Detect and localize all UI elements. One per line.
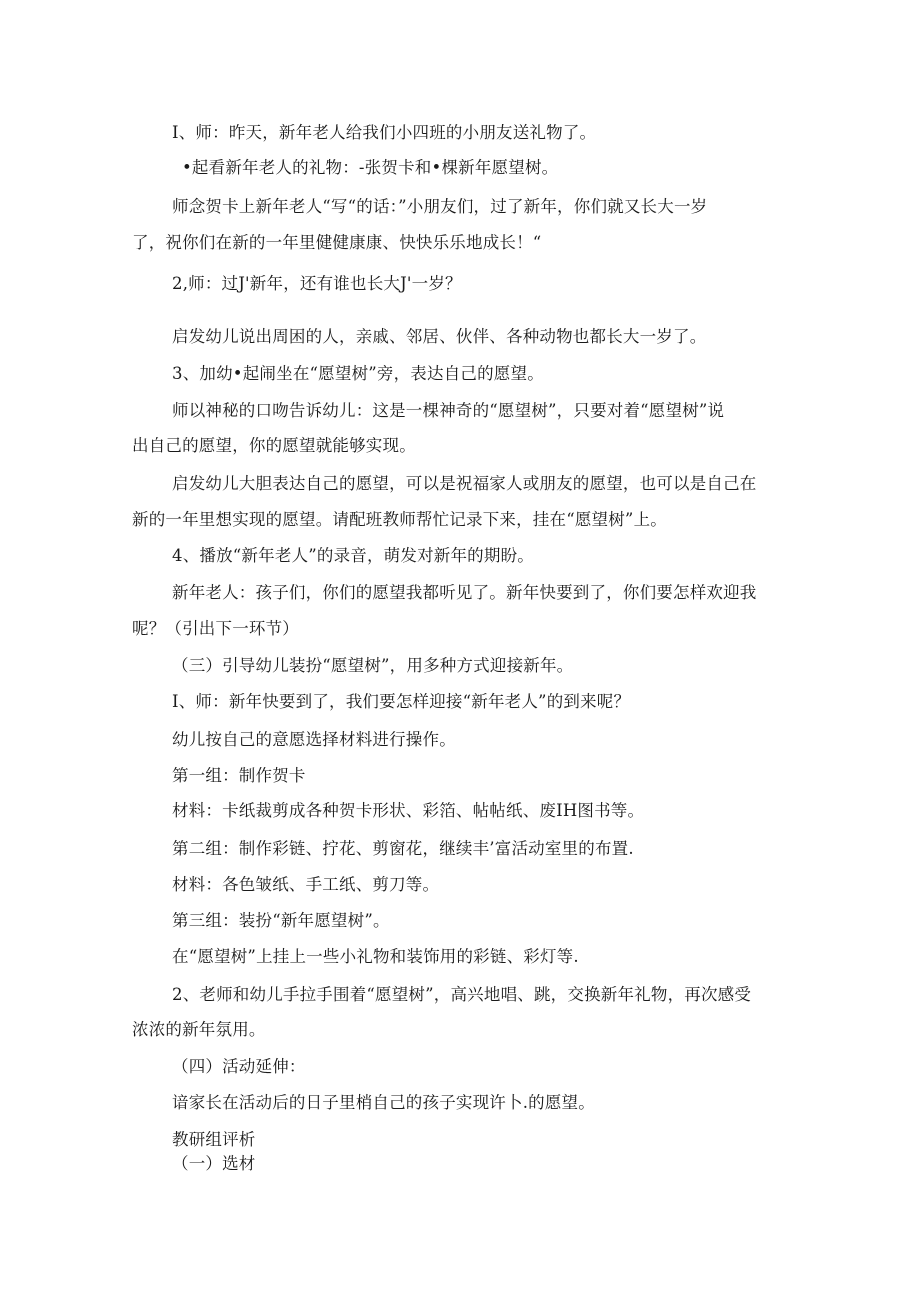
text-line-26: （四）活动延伸： bbox=[172, 1057, 306, 1076]
text-line-13: 新年老人：孩子们，你们的愿望我都听见了。新年快要到了，你们要怎样欢迎我 bbox=[172, 583, 757, 602]
text-line-9: 出自己的愿望，你的愿望就能够实现。 bbox=[132, 436, 416, 455]
text-line-21: 材料：各色皱纸、手工纸、剪刀等。 bbox=[172, 875, 440, 894]
text-line-23: 在“愿望树”上挂上一些小礼物和装饰用的彩链、彩灯等. bbox=[172, 947, 579, 966]
text-line-24: 2、老师和幼儿手拉手围着“愿望树”，高兴地唱、跳，交换新年礼物，再次感受 bbox=[172, 985, 752, 1004]
text-line-16: I、师：新年快要到了，我们要怎样迎接“新年老人”的到来呢？ bbox=[172, 692, 631, 711]
text-line-7: 3、加幼•起闹坐在“愿望树”旁，表达自己的愿望。 bbox=[172, 364, 544, 383]
text-line-10: 启发幼儿大胆表达自己的愿望，可以是祝福家人或朋友的愿望，也可以是自己在 bbox=[172, 474, 757, 493]
text-line-8: 师以神秘的口吻告诉幼儿：这是一棵神奇的“愿望树”，只要对着“愿望树”说 bbox=[172, 401, 725, 420]
text-line-25: 浓浓的新年氛用。 bbox=[132, 1020, 266, 1039]
text-line-11: 新的一年里想实现的愿望。请配班教师帮忙记录下来，挂在“愿望树”上。 bbox=[132, 510, 667, 529]
text-line-17: 幼儿按自己的意愿选择材料进行操作。 bbox=[172, 730, 456, 749]
text-line-4: 了，祝你们在新的一年里健健康康、快快乐乐地成长！“ bbox=[132, 233, 542, 252]
text-line-6: 启发幼儿说出周困的人，亲戚、邻居、伙伴、各种动物也都长大一岁了。 bbox=[172, 327, 707, 346]
text-line-5: 2,师：过J'新年，还有谁也长大J'一岁？ bbox=[172, 274, 462, 293]
text-line-19: 材料：卡纸裁剪成各种贺卡形状、彩箔、帖帖纸、废IH图书等。 bbox=[172, 801, 645, 820]
text-line-20: 第二组：制作彩链、拧花、剪窗花，继续丰’富活动室里的布置. bbox=[172, 839, 634, 858]
text-line-12: 4、播放“新年老人”的录音，萌发对新年的期盼。 bbox=[172, 546, 534, 565]
text-line-27: 谙家长在活动后的日子里梢自己的孩子实现许卜.的愿望。 bbox=[172, 1093, 595, 1112]
text-line-15: （三）引导幼儿装扮“愿望树”，用多种方式迎接新年。 bbox=[172, 656, 574, 675]
text-line-28: 教研组评析 bbox=[172, 1130, 256, 1149]
text-line-14: 呢？（引出下一环节） bbox=[132, 619, 299, 638]
text-line-22: 第三组：装扮“新年愿望树”。 bbox=[172, 911, 390, 930]
text-line-1: I、师：昨天，新年老人给我们小四班的小朋友送礼物了。 bbox=[172, 123, 597, 142]
text-line-18: 第一组：制作贺卡 bbox=[172, 766, 306, 785]
text-line-29: （一）选材 bbox=[172, 1154, 256, 1173]
text-line-2: •起看新年老人的礼物：-张贺卡和•棵新年愿望树。 bbox=[182, 158, 559, 177]
text-line-3: 师念贺卡上新年老人“写“的话：”小朋友们，过了新年，你们就又长大一岁 bbox=[172, 197, 708, 216]
